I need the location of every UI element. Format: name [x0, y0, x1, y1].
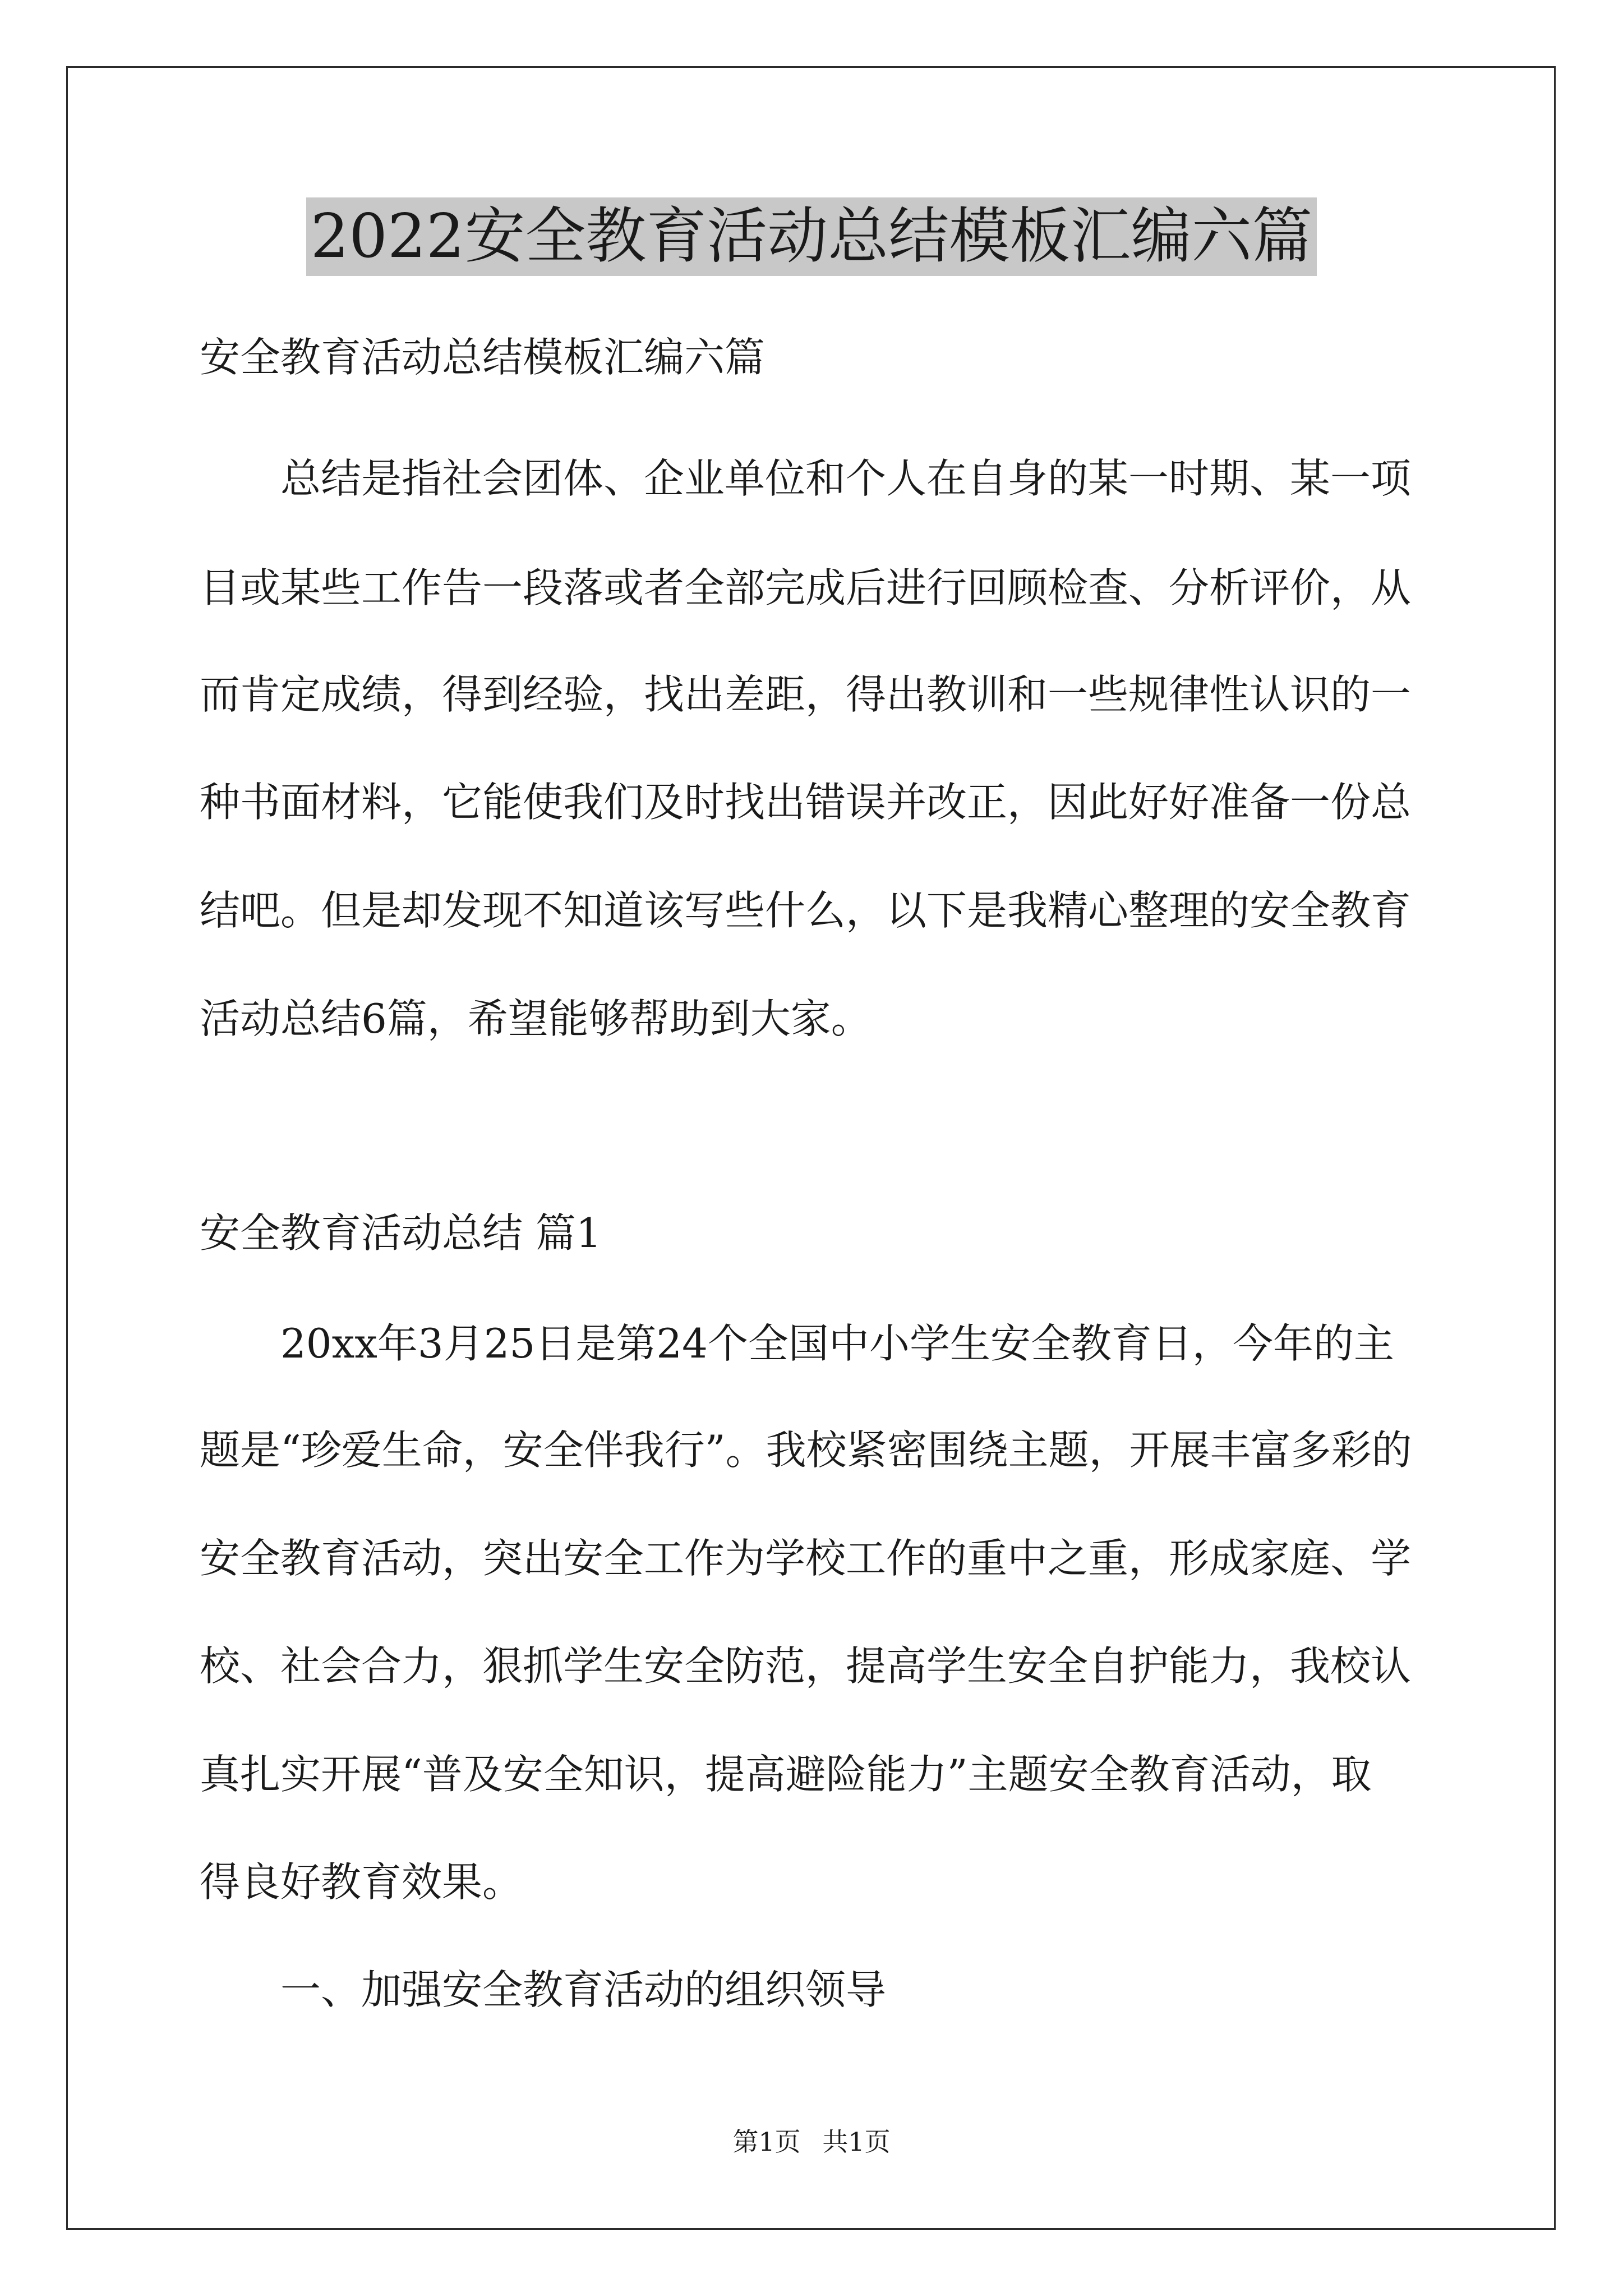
section-line-4: 校、社会合力，狠抓学生安全防范，提高学生安全自护能力，我校认 [200, 1642, 1412, 1690]
subheading: 一、加强安全教育活动的组织领导 [280, 1966, 887, 2013]
total-pages: 共1页 [822, 2127, 891, 2157]
section-line-5: 真扎实开展“普及安全知识，提高避险能力”主题安全教育活动，取 [200, 1751, 1372, 1798]
section-line-2: 题是“珍爱生命，安全伴我行”。我校紧密围绕主题，开展丰富多彩的 [200, 1427, 1412, 1474]
title-block [0, 197, 1623, 276]
section-line-3: 安全教育活动，突出安全工作为学校工作的重中之重，形成家庭、学 [200, 1535, 1412, 1582]
document-title: 2022安全教育活动总结模板汇编六篇 [306, 197, 1317, 276]
page-footer [0, 2125, 1623, 2159]
intro-line-3: 而肯定成绩，得到经验，找出差距，得出教训和一些规律性认识的一 [200, 671, 1412, 718]
intro-line-5: 结吧。但是却发现不知道该写些什么，以下是我精心整理的安全教育 [200, 887, 1412, 934]
section-heading: 安全教育活动总结 篇1 [200, 1209, 602, 1257]
page-number: 第1页 [732, 2127, 801, 2157]
intro-line-6: 活动总结6篇，希望能够帮助到大家。 [200, 995, 872, 1042]
document-subtitle: 安全教育活动总结模板汇编六篇 [200, 334, 766, 381]
section-line-1: 20xx年3月25日是第24个全国中小学生安全教育日，今年的主 [280, 1320, 1394, 1367]
intro-line-1: 总结是指社会团体、企业单位和个人在自身的某一时期、某一项 [280, 455, 1412, 502]
intro-line-2: 目或某些工作告一段落或者全部完成后进行回顾检查、分析评价，从 [200, 564, 1412, 611]
section-line-6: 得良好教育效果。 [200, 1858, 523, 1906]
intro-line-4: 种书面材料，它能使我们及时找出错误并改正，因此好好准备一份总 [200, 779, 1412, 826]
